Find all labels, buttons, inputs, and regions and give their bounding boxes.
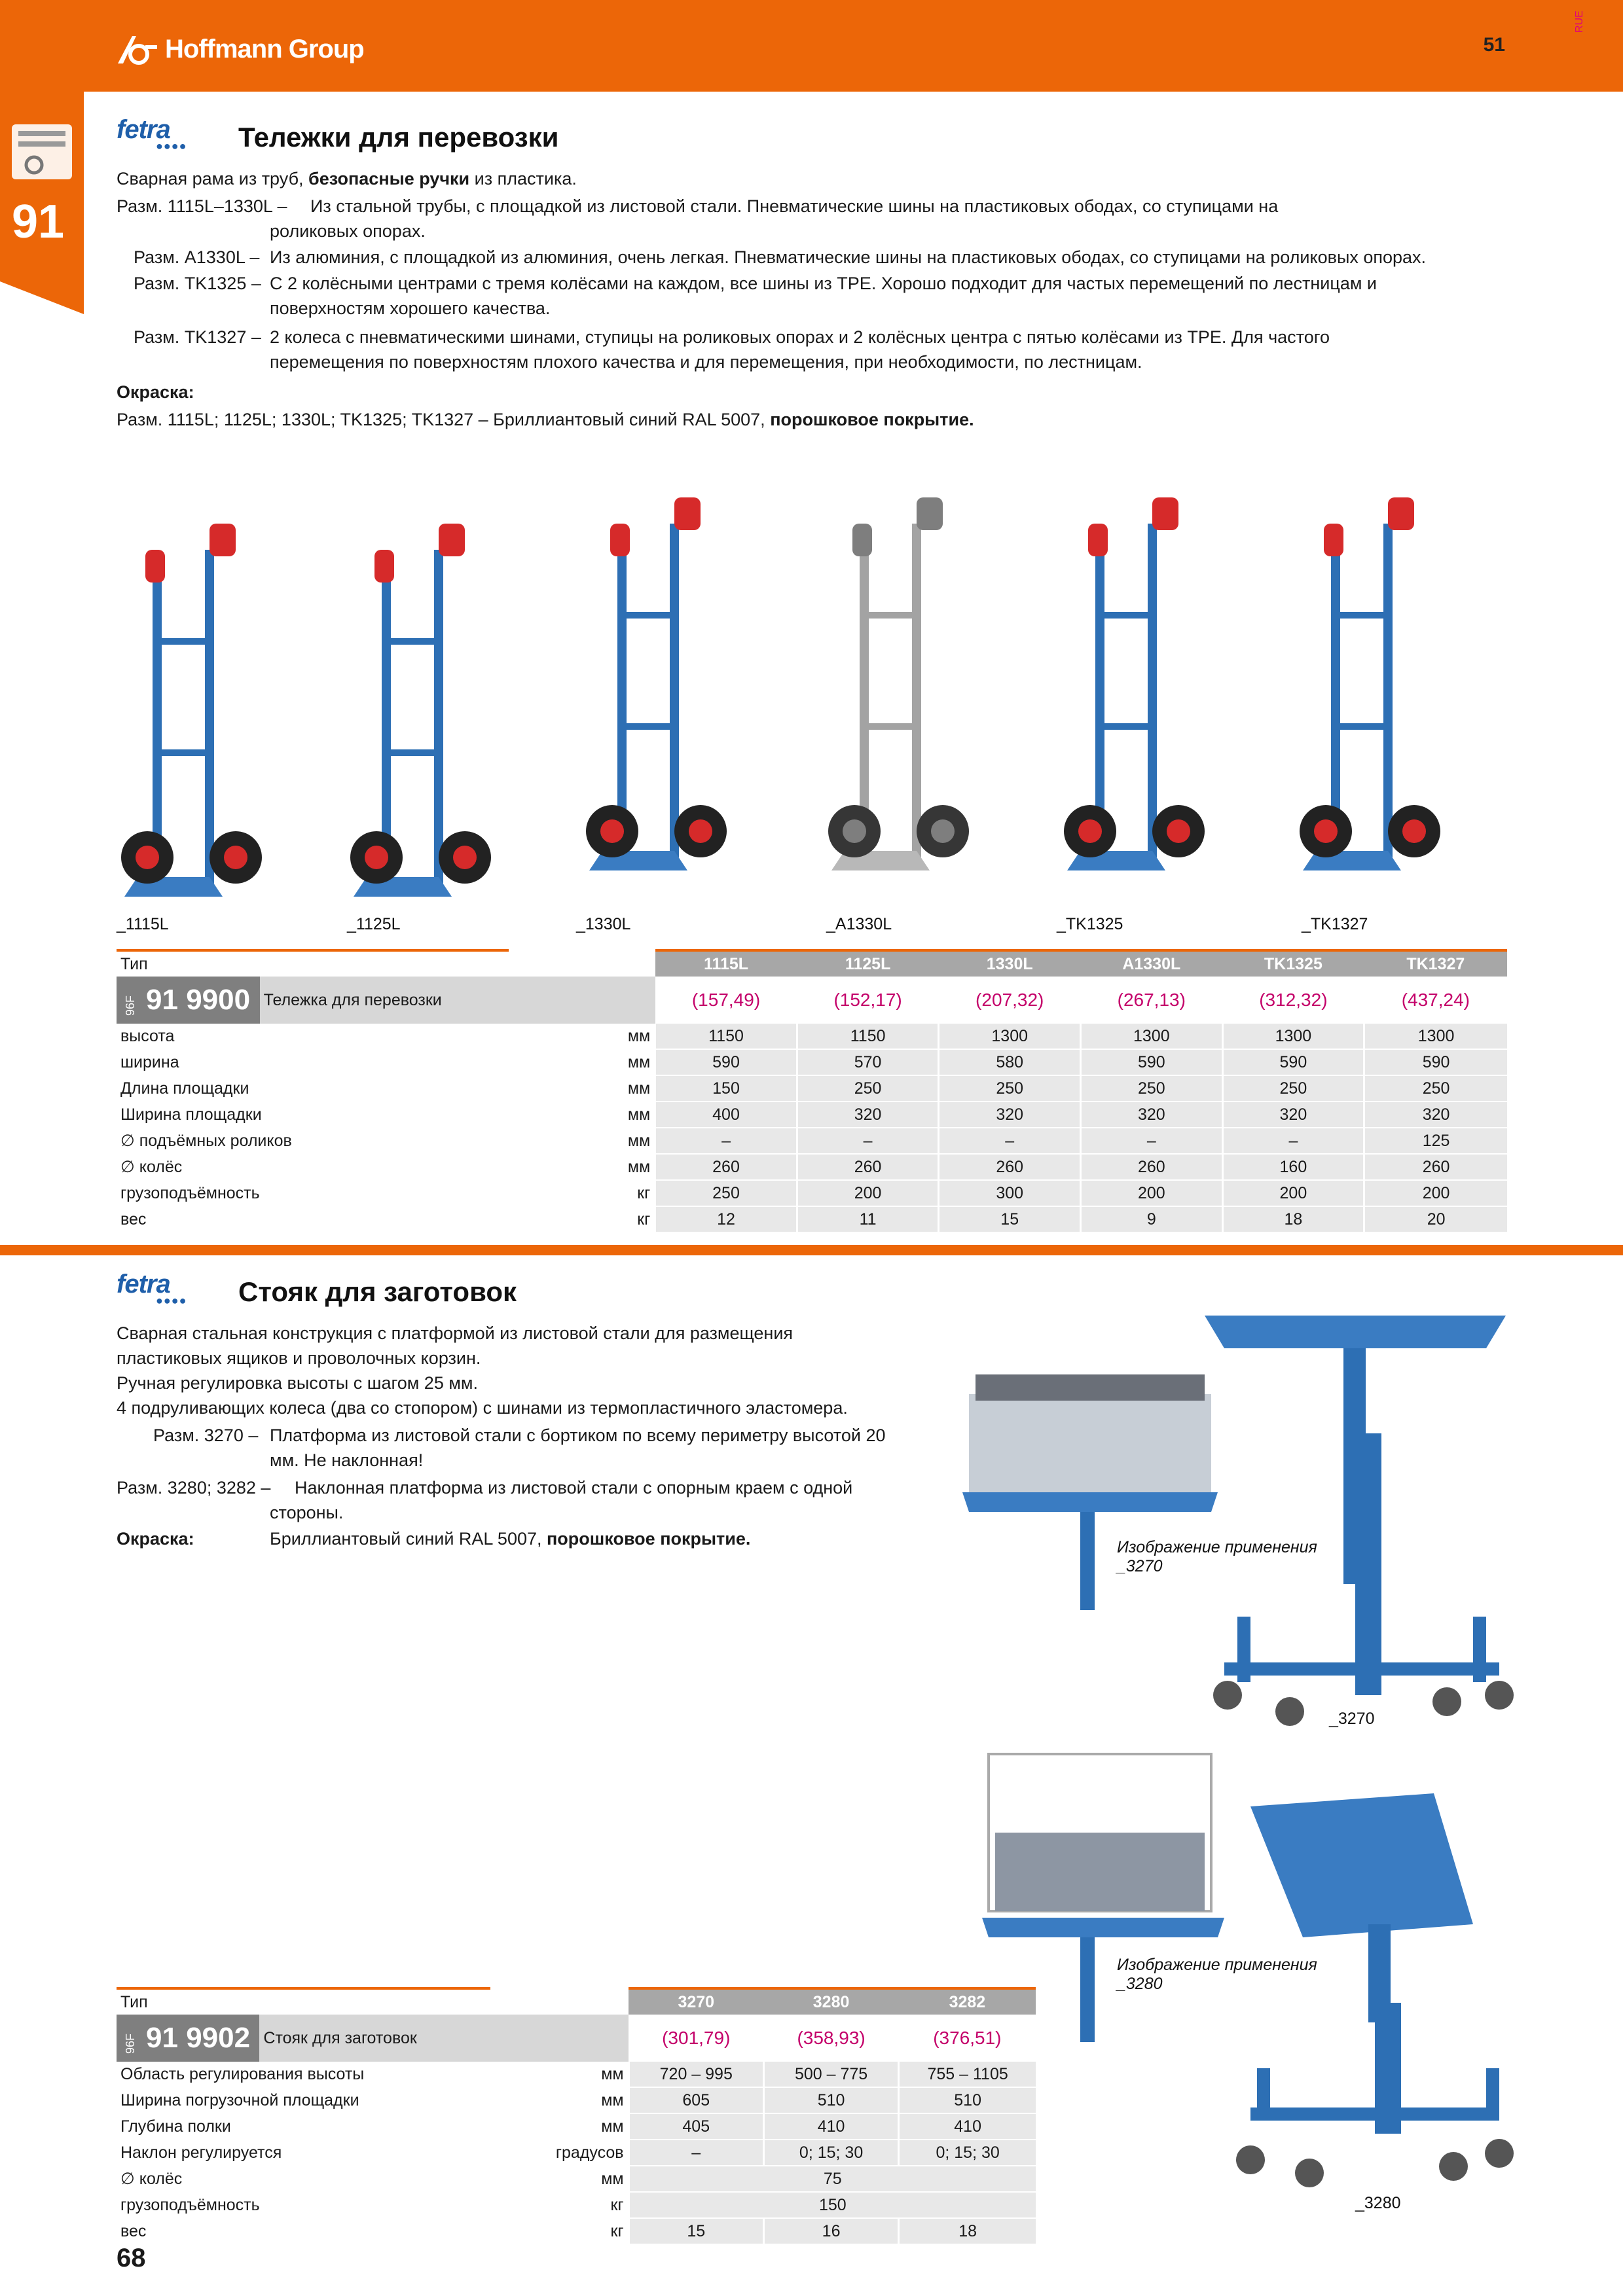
column-header: TK1325 — [1222, 950, 1364, 977]
price: (312,32) — [1259, 990, 1328, 1010]
type-label: Тип — [117, 950, 509, 977]
spec-value: 260 — [797, 1154, 939, 1180]
caption-title: Изображение применения — [1117, 1538, 1317, 1556]
spec-value: 0; 15; 30 — [763, 2140, 898, 2166]
spec-label: Разм. A1330L – — [134, 247, 260, 267]
spec-value: 250 — [1364, 1075, 1507, 1102]
spec-value: – — [655, 1128, 797, 1154]
spec-label: Разм. 3270 – — [153, 1426, 259, 1445]
column-header: A1330L — [1081, 950, 1223, 977]
spec-label: Разм. TK1325 – — [134, 274, 261, 293]
spec-value: 11 — [797, 1206, 939, 1232]
spec-row — [117, 1075, 1507, 1102]
spec-row-unit: мм — [490, 2087, 629, 2113]
trolley-images — [111, 478, 1512, 910]
spec-value: 1300 — [1081, 1024, 1223, 1049]
intro-plain: Сварная рама из труб, — [117, 169, 309, 188]
caption-title: Изображение применения — [1117, 1956, 1317, 1974]
brand-name: fetra — [117, 1270, 170, 1299]
spec-value: 12 — [655, 1206, 797, 1232]
image-label-tk1327: _TK1327 — [1302, 915, 1368, 933]
spec-label: Разм. TK1327 – — [134, 327, 261, 347]
spec-row-label: Глубина полки — [117, 2113, 490, 2140]
spec-value: 1300 — [1364, 1024, 1507, 1049]
spec-row — [117, 2062, 1036, 2087]
spec-line: Из алюминия, с площадкой из алюминия, очень легкая. Пневматические шины на пластиковых ободах, со ступицами на роликовых опорах. — [270, 247, 1427, 267]
column-header: 3282 — [899, 1988, 1036, 2015]
logo-text: Hoffmann Group — [165, 34, 364, 63]
intro-text — [117, 166, 577, 191]
article-no: 91 9902 — [146, 2022, 251, 2054]
caption-3280 — [1117, 1956, 1317, 1994]
stand-spec-table — [117, 1987, 1036, 2245]
spec-line: роликовых опорах. — [270, 221, 426, 241]
spec-value: 510 — [763, 2087, 898, 2113]
spec-row-label: ∅ подъёмных роликов — [117, 1128, 509, 1154]
spec-row — [117, 1049, 1507, 1075]
spec-label: Разм. 3280; 3282 – — [117, 1478, 271, 1498]
spec-row-unit: кг — [490, 2218, 629, 2244]
caption-code: _3280 — [1117, 1975, 1163, 1993]
paint-bold: порошковое покрытие. — [770, 410, 974, 429]
spec-row-unit: мм — [509, 1049, 655, 1075]
spec-value: 20 — [1364, 1206, 1507, 1232]
article-name: Стояк для заготовок — [259, 2015, 629, 2062]
spec-row-label: ∅ колёс — [117, 2166, 490, 2192]
price: (157,49) — [691, 990, 761, 1010]
spec-row — [117, 1180, 1507, 1206]
image-label-1125l: _1125L — [347, 915, 401, 933]
spec-line: перемещения по поверхностям плохого качества и для перемещения, при необходимости, по лестницам. — [270, 352, 1142, 372]
spec-row — [117, 2166, 1036, 2192]
language-tag: RUE — [1574, 10, 1585, 33]
spec-value: 320 — [1364, 1102, 1507, 1128]
paint-text — [270, 1526, 750, 1551]
price: (301,79) — [662, 2028, 731, 2048]
price: (376,51) — [933, 2028, 1002, 2048]
spec-row-unit: кг — [490, 2192, 629, 2218]
stand-description — [117, 1321, 848, 1420]
spec-value: 500 – 775 — [763, 2062, 898, 2087]
stand-3270-images — [962, 1302, 1552, 1748]
intro-end: из пластика. — [469, 169, 577, 188]
trolley-tk1327-image — [1300, 497, 1440, 870]
column-header: 1125L — [797, 950, 939, 977]
column-header: 1330L — [939, 950, 1081, 977]
spec-value: 590 — [655, 1049, 797, 1075]
table-header-row — [117, 1988, 1036, 2015]
spec-value: 320 — [797, 1102, 939, 1128]
stand-label-3270: _3270 — [1329, 1710, 1375, 1728]
spec-row-unit: кг — [509, 1180, 655, 1206]
stand-spec-1 — [153, 1423, 886, 1470]
spec-2 — [134, 245, 1427, 270]
spec-value: – — [629, 2140, 763, 2166]
type-label: Тип — [117, 1988, 490, 2015]
spec-value: – — [939, 1128, 1081, 1154]
spec-value: – — [1222, 1128, 1364, 1154]
spec-value: 260 — [655, 1154, 797, 1180]
spec-line: мм. Не наклонная! — [270, 1450, 424, 1470]
spec-value: 150 — [655, 1075, 797, 1102]
spec-value: 1150 — [797, 1024, 939, 1049]
trolley-a1330l-image — [828, 497, 969, 870]
page-number-top: 51 — [1483, 34, 1505, 56]
spec-value: 755 – 1105 — [899, 2062, 1036, 2087]
spec-row — [117, 2140, 1036, 2166]
spec-line: Платформа из листовой стали с бортиком по всему периметру высотой 20 — [270, 1426, 886, 1445]
article-no: 91 9900 — [146, 984, 251, 1016]
spec-value: 590 — [1081, 1049, 1223, 1075]
article-row — [117, 2015, 1036, 2062]
spec-row-unit: мм — [490, 2113, 629, 2140]
section-separator — [0, 1245, 1623, 1255]
spec-line: Наклонная платформа из листовой стали с опорным краем с одной — [295, 1478, 853, 1498]
spec-value: 410 — [899, 2113, 1036, 2140]
desc-line: 4 подруливающих колеса (два со стопором) с шинами из термопластичного эластомера. — [117, 1398, 848, 1418]
spec-row-label: Наклон регулируется — [117, 2140, 490, 2166]
stand-label-3280: _3280 — [1355, 2194, 1401, 2212]
spec-value: 1150 — [655, 1024, 797, 1049]
spec-value: 1300 — [1222, 1024, 1364, 1049]
spec-value: 250 — [797, 1075, 939, 1102]
group-code: 96F — [124, 2033, 137, 2054]
spec-row-label: ∅ колёс — [117, 1154, 509, 1180]
spec-row-label: вес — [117, 2218, 490, 2244]
image-label-a1330l: _A1330L — [826, 915, 892, 933]
spec-3 — [134, 271, 1377, 318]
price: (267,13) — [1117, 990, 1186, 1010]
spec-value: 410 — [763, 2113, 898, 2140]
trolley-1330l-image — [586, 497, 727, 870]
price: (207,32) — [976, 990, 1044, 1010]
spec-value: 1300 — [939, 1024, 1081, 1049]
spec-value: 125 — [1364, 1128, 1507, 1154]
spec-row — [117, 1128, 1507, 1154]
stand-paint — [117, 1526, 751, 1551]
group-code: 96F — [124, 995, 137, 1016]
spec-row — [117, 2192, 1036, 2218]
price: (152,17) — [833, 990, 902, 1010]
hoffmann-logo-icon — [117, 32, 158, 66]
article-number — [117, 977, 260, 1024]
spec-value: 405 — [629, 2113, 763, 2140]
hoffmann-logo — [117, 26, 364, 72]
spec-value: 300 — [939, 1180, 1081, 1206]
spec-row-unit: мм — [490, 2166, 629, 2192]
spec-value: 75 — [629, 2166, 1036, 2192]
spec-value: 0; 15; 30 — [899, 2140, 1036, 2166]
spec-row-unit: мм — [490, 2062, 629, 2087]
spec-value: 150 — [629, 2192, 1036, 2218]
paint-label: Окраска: — [117, 382, 194, 402]
paint-bold: порошковое покрытие. — [547, 1529, 751, 1549]
spec-line: поверхностям хорошего качества. — [270, 298, 551, 318]
spec-row — [117, 1206, 1507, 1232]
trolley-tk1325-image — [1064, 497, 1205, 870]
spec-value: 590 — [1222, 1049, 1364, 1075]
spec-value: 200 — [1081, 1180, 1223, 1206]
trolley-1125l-image — [350, 524, 491, 897]
spec-row — [117, 2218, 1036, 2244]
paint-text — [117, 407, 974, 432]
spec-1 — [117, 194, 1279, 241]
stand-3270-image — [1205, 1316, 1514, 1726]
spec-label: Разм. 1115L–1330L – — [117, 196, 287, 216]
spec-line: 2 колеса с пневматическими шинами, ступицы на роликовых опорах и 2 колёсных центра с пятью колёсами из TPE. Для частого — [270, 327, 1330, 347]
spec-row-label: вес — [117, 1206, 509, 1232]
spec-value: 570 — [797, 1049, 939, 1075]
fetra-logo-1 — [117, 115, 187, 153]
spec-row-label: Длина площадки — [117, 1075, 509, 1102]
brand-dots-icon: ●●●● — [156, 139, 187, 152]
chapter-number: 91 — [12, 196, 65, 248]
spec-row-label: Ширина погрузочной площадки — [117, 2087, 490, 2113]
article-name: Тележка для перевозки — [260, 977, 655, 1024]
spec-value: 510 — [899, 2087, 1036, 2113]
column-header: TK1327 — [1364, 950, 1507, 977]
spec-value: 590 — [1364, 1049, 1507, 1075]
image-label-1115l: _1115L — [117, 915, 169, 933]
spec-row — [117, 2113, 1036, 2140]
spec-row-unit: мм — [509, 1024, 655, 1049]
spec-value: 250 — [655, 1180, 797, 1206]
spec-value: 250 — [1081, 1075, 1223, 1102]
spec-value: 18 — [899, 2218, 1036, 2244]
spec-value: 18 — [1222, 1206, 1364, 1232]
image-label-1330l: _1330L — [576, 915, 631, 933]
spec-value: 320 — [1081, 1102, 1223, 1128]
spec-row-label: Ширина площадки — [117, 1102, 509, 1128]
spec-row-unit: мм — [509, 1154, 655, 1180]
spec-value: 720 – 995 — [629, 2062, 763, 2087]
spec-row — [117, 1102, 1507, 1128]
spec-row-unit: мм — [509, 1128, 655, 1154]
desc-line: пластиковых ящиков и проволочных корзин. — [117, 1348, 481, 1368]
paint-plain: Бриллиантовый синий RAL 5007, — [270, 1529, 547, 1549]
image-label-tk1325: _TK1325 — [1057, 915, 1123, 933]
spec-row — [117, 1154, 1507, 1180]
spec-line: С 2 колёсными центрами с тремя колёсами на каждом, все шины из TPE. Хорошо подходит для частых перемещений по лестницам и — [270, 274, 1377, 293]
fetra-logo-2 — [117, 1270, 187, 1308]
intro-bold: безопасные ручки — [308, 169, 470, 188]
spec-value: – — [797, 1128, 939, 1154]
paint-plain: Разм. 1115L; 1125L; 1330L; TK1325; TK1327 – Бриллиантовый синий RAL 5007, — [117, 410, 771, 429]
spec-row-label: Область регулирования высоты — [117, 2062, 490, 2087]
spec-row — [117, 1024, 1507, 1049]
section-title-trolleys: Тележки для перевозки — [238, 122, 559, 152]
desc-line: Сварная стальная конструкция с платформой из листовой стали для размещения — [117, 1323, 793, 1343]
spec-value: 9 — [1081, 1206, 1223, 1232]
spec-value: 320 — [1222, 1102, 1364, 1128]
spec-row-unit: мм — [509, 1075, 655, 1102]
spec-value: 605 — [629, 2087, 763, 2113]
spec-value: 200 — [797, 1180, 939, 1206]
spec-line: стороны. — [270, 1503, 344, 1522]
spec-value: 16 — [763, 2218, 898, 2244]
spec-value: 250 — [939, 1075, 1081, 1102]
column-header: 3270 — [629, 1988, 763, 2015]
table-header-row — [117, 950, 1507, 977]
spec-row-label: грузоподъёмность — [117, 1180, 509, 1206]
spec-row-unit: мм — [509, 1102, 655, 1128]
spec-4 — [134, 325, 1330, 372]
spec-value: 15 — [629, 2218, 763, 2244]
spec-value: 260 — [1081, 1154, 1223, 1180]
spec-value: 260 — [939, 1154, 1081, 1180]
column-header: 3280 — [763, 1988, 898, 2015]
spec-value: 200 — [1222, 1180, 1364, 1206]
article-row — [117, 977, 1507, 1024]
trolley-1115l-image — [121, 524, 262, 897]
spec-value: 580 — [939, 1049, 1081, 1075]
price: (358,93) — [797, 2028, 866, 2048]
spec-row-label: высота — [117, 1024, 509, 1049]
footer-page-number: 68 — [117, 2244, 146, 2272]
spec-row — [117, 2087, 1036, 2113]
spec-value: 160 — [1222, 1154, 1364, 1180]
brand-name: fetra — [117, 115, 170, 144]
paint-label: Окраска: — [117, 1529, 194, 1549]
spec-value: – — [1081, 1128, 1223, 1154]
trolley-spec-table — [117, 949, 1507, 1233]
spec-value: 320 — [939, 1102, 1081, 1128]
spec-line: Из стальной трубы, с площадкой из листовой стали. Пневматические шины на пластиковых ободах, со ступицами на — [310, 196, 1279, 216]
spec-row-unit: градусов — [490, 2140, 629, 2166]
spec-value: 260 — [1364, 1154, 1507, 1180]
desc-line: Ручная регулировка высоты с шагом 25 мм. — [117, 1373, 478, 1393]
spec-value: 15 — [939, 1206, 1081, 1232]
spec-row-unit: кг — [509, 1206, 655, 1232]
spec-value: 200 — [1364, 1180, 1507, 1206]
article-number — [117, 2015, 259, 2062]
brand-dots-icon: ●●●● — [156, 1294, 187, 1307]
spec-row-label: ширина — [117, 1049, 509, 1075]
section-title-stand: Стояк для заготовок — [238, 1276, 517, 1307]
caption-code: _3270 — [1117, 1557, 1163, 1575]
price: (437,24) — [1401, 990, 1470, 1010]
stand-spec-2 — [117, 1475, 853, 1522]
spec-value: 400 — [655, 1102, 797, 1128]
spec-value: 250 — [1222, 1075, 1364, 1102]
spec-row-label: грузоподъёмность — [117, 2192, 490, 2218]
column-header: 1115L — [655, 950, 797, 977]
caption-3270 — [1117, 1538, 1317, 1576]
